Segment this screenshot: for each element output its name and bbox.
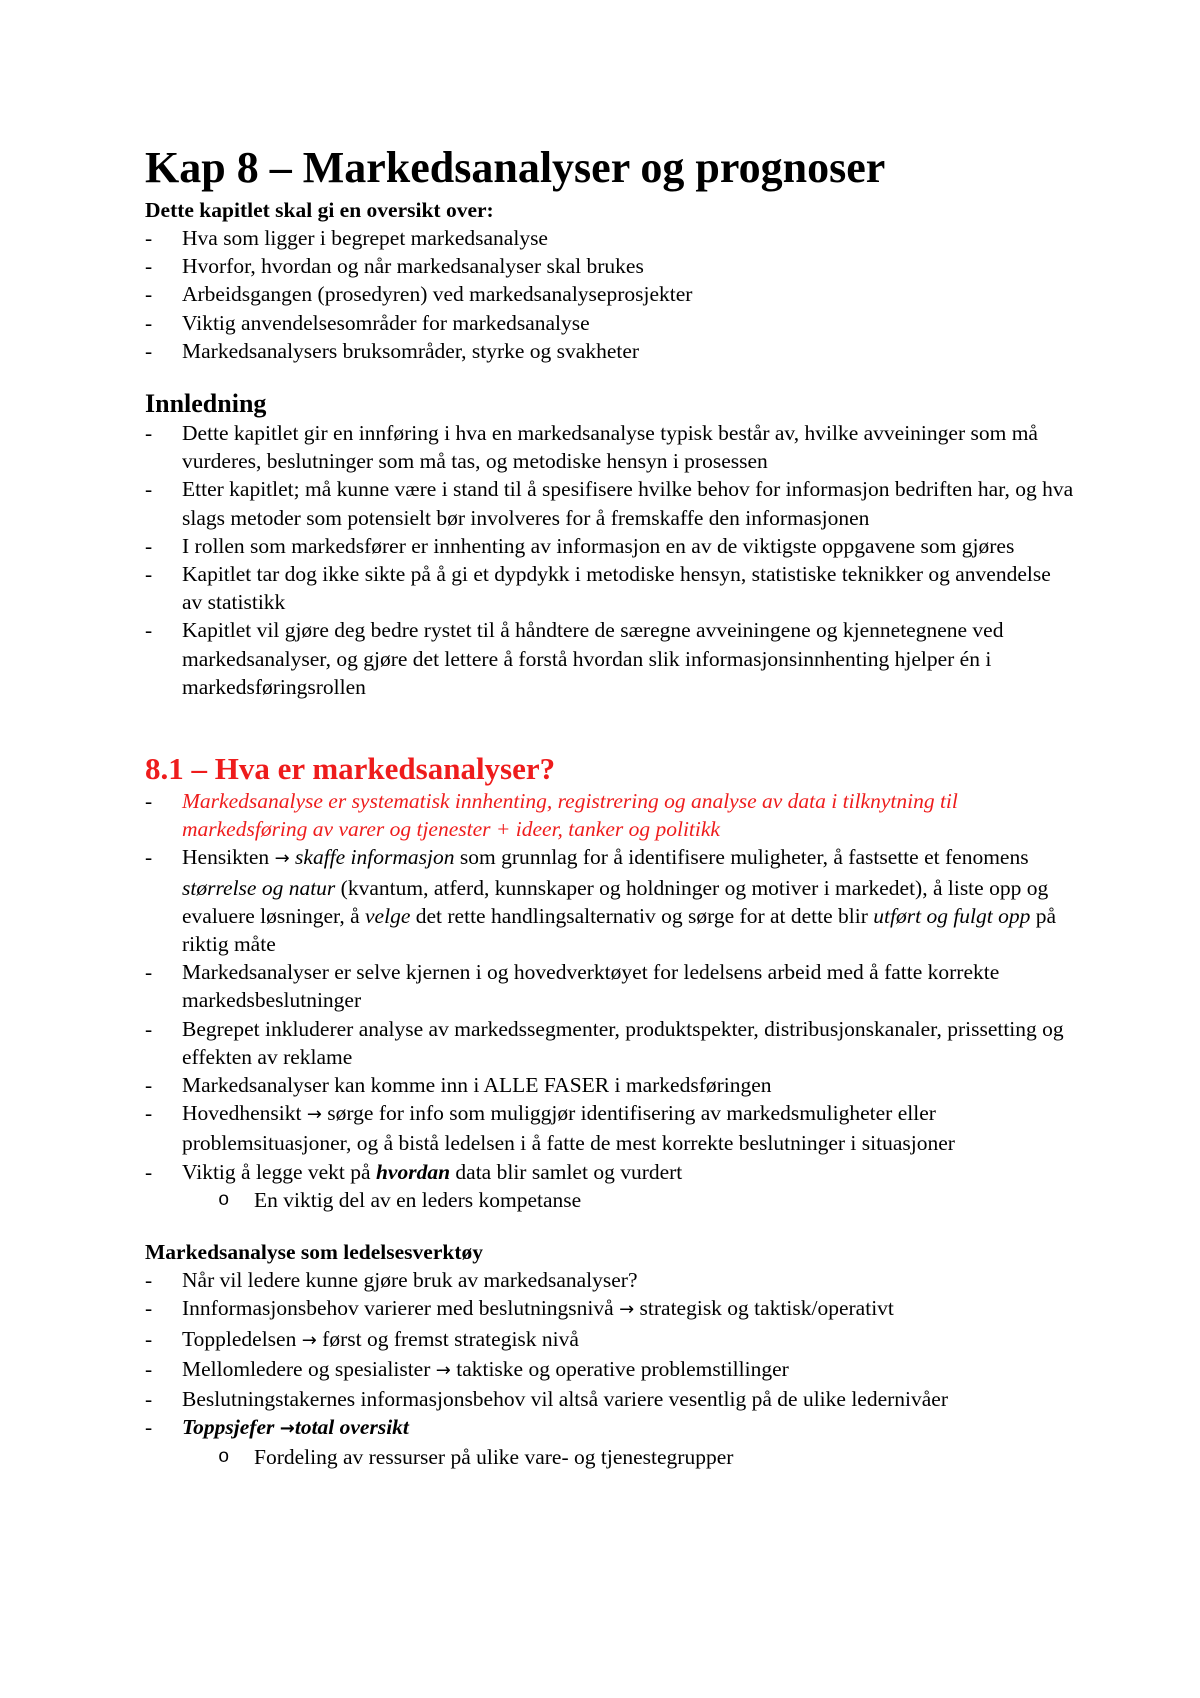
list-item: - Dette kapitlet gir en innføring i hva en markedsanalyse typisk består av, hvilke avveininger som må vurderes, beslutninger som må tas, og metodiske hensyn i prosessen: [145, 419, 1075, 475]
page-title: Kap 8 – Markedsanalyser og prognoser: [145, 143, 886, 192]
sub-list: [182, 1443, 1075, 1471]
body-text: Innformasjonsbehov varierer med beslutningsnivå: [182, 1296, 620, 1321]
body-text: Viktig å legge vekt på: [182, 1159, 376, 1184]
list-item: - Kapitlet vil gjøre deg bedre rystet til å håndtere de særegne avveiningene og kjennetegnene ved markedsanalyser, og gjøre det lettere å forstå hvordan slik informasjonsinnhenting hjelper én i markedsføringsrollen: [145, 616, 1075, 701]
list-item: [145, 1355, 1075, 1385]
body-text: på riktig måte: [182, 903, 1057, 957]
emphasis-text: total oversikt: [294, 1415, 409, 1440]
viktig-item: [145, 1158, 1075, 1214]
body-text: sørge for info som muliggjør identifisering av markedsmuligheter eller problemsituasjoner, og å bistå ledelsen i å fatte de mest korrekte beslutninger i situasjoner: [182, 1101, 955, 1156]
innledning-heading: Innledning: [145, 389, 267, 419]
spacer: [145, 701, 1075, 751]
hovedhensikt-item: [145, 1099, 1075, 1157]
body-text: data blir samlet og vurdert: [450, 1159, 683, 1184]
arrow-right-icon: →: [274, 848, 290, 870]
emphasis-text: hvordan: [375, 1159, 451, 1184]
innledning-list: [145, 419, 1075, 701]
emphasis-text: utført og fulgt opp: [873, 903, 1031, 928]
sub-list-item: o En viktig del av en leders kompetanse: [182, 1186, 1075, 1214]
definition-item: [145, 787, 1075, 843]
sub-list: [182, 1186, 1075, 1214]
list-item: - Markedsanalysers bruksområder, styrke og svakheter: [145, 337, 1075, 365]
arrow-right-icon: →: [435, 1359, 451, 1381]
list-item: - Hva som ligger i begrepet markedsanalyse: [145, 224, 1075, 252]
list-item: - Markedsanalyser kan komme inn i ALLE FASER i markedsføringen: [145, 1071, 1075, 1099]
body-text: strategisk og taktisk/operativt: [634, 1296, 894, 1321]
list-item: - Når vil ledere kunne gjøre bruk av markedsanalyser?: [145, 1266, 1075, 1294]
intro-list: [145, 224, 1075, 365]
spacer: [145, 365, 1075, 389]
hensikt-item: [145, 843, 1075, 958]
sub-list-item: o Fordeling av ressurser på ulike vare- og tjenestegrupper: [182, 1443, 1075, 1471]
list-item: - Hvorfor, hvordan og når markedsanalyser skal brukes: [145, 252, 1075, 280]
section-81-list: [145, 787, 1075, 1214]
list-item: - Kapitlet tar dog ikke sikte på å gi et dypdykk i metodiske hensyn, statistiske teknikker og anvendelse av statistikk: [145, 560, 1075, 616]
emphasis-text: Toppsjefer: [182, 1415, 280, 1440]
ledelsesverktoy-heading: Markedsanalyse som ledelsesverktøy: [145, 1240, 483, 1265]
list-item: [145, 1325, 1075, 1355]
body-text: Mellomledere og spesialister: [182, 1356, 436, 1381]
arrow-right-icon: →: [619, 1299, 635, 1321]
list-item: - Etter kapitlet; må kunne være i stand til å spesifisere hvilke behov for informasjon bedriften har, og hva slags metoder som potensielt bør involveres for å fremskaffe den informasjonen: [145, 475, 1075, 531]
list-item: - Arbeidsgangen (prosedyren) ved markedsanalyseprosjekter: [145, 280, 1075, 308]
arrow-right-icon: →: [306, 1104, 322, 1126]
document-page: [145, 142, 1075, 1472]
list-item: - I rollen som markedsfører er innhenting av informasjon en av de viktigste oppgavene som gjøres: [145, 532, 1075, 560]
emphasis-text: størrelse og natur: [182, 875, 336, 900]
ledelsesverktoy-list: [145, 1266, 1075, 1471]
definition-text: Markedsanalyse er systematisk innhenting, registrering og analyse av data i tilknytning til markedsføring av varer og tjenester + ideer, tanker og politikk: [182, 789, 958, 842]
body-text: (kvantum, atferd, kunnskaper og holdninger og motiver i markedet), å liste opp og evaluere løsninger, å: [182, 875, 1049, 928]
section-81-heading: 8.1 – Hva er markedsanalyser?: [145, 751, 556, 787]
emphasis-text: skaffe informasjon: [295, 845, 455, 870]
toppsjefer-item: [145, 1413, 1075, 1471]
body-text: Toppledelsen: [182, 1326, 302, 1351]
intro-heading: Dette kapitlet skal gi en oversikt over:: [145, 198, 494, 222]
arrow-right-icon: →: [301, 1329, 317, 1351]
list-item: - Viktig anvendelsesområder for markedsanalyse: [145, 309, 1075, 337]
spacer: [145, 1214, 1075, 1238]
emphasis-text: velge: [365, 903, 411, 928]
arrow-right-icon: →: [279, 1418, 295, 1440]
list-item: [145, 1294, 1075, 1324]
body-text: først og fremst strategisk nivå: [316, 1326, 579, 1351]
hovedhensikt-lead: Hovedhensikt: [182, 1101, 302, 1126]
list-item: - Beslutningstakernes informasjonsbehov vil altså variere vesentlig på de ulike ledernivåer: [145, 1385, 1075, 1413]
body-text: taktiske og operative problemstillinger: [450, 1356, 789, 1381]
list-item: - Begrepet inkluderer analyse av markedssegmenter, produktspekter, distribusjonskanaler, prissetting og effekten av reklame: [145, 1015, 1075, 1071]
list-item: - Markedsanalyser er selve kjernen i og hovedverktøyet for ledelsens arbeid med å fatte korrekte markedsbeslutninger: [145, 958, 1075, 1014]
body-text: det rette handlingsalternativ og sørge for at dette blir: [410, 903, 874, 928]
body-text: som grunnlag for å identifisere muligheter, å fastsette et fenomens: [454, 845, 1029, 870]
hensikt-lead: Hensikten: [182, 845, 270, 870]
